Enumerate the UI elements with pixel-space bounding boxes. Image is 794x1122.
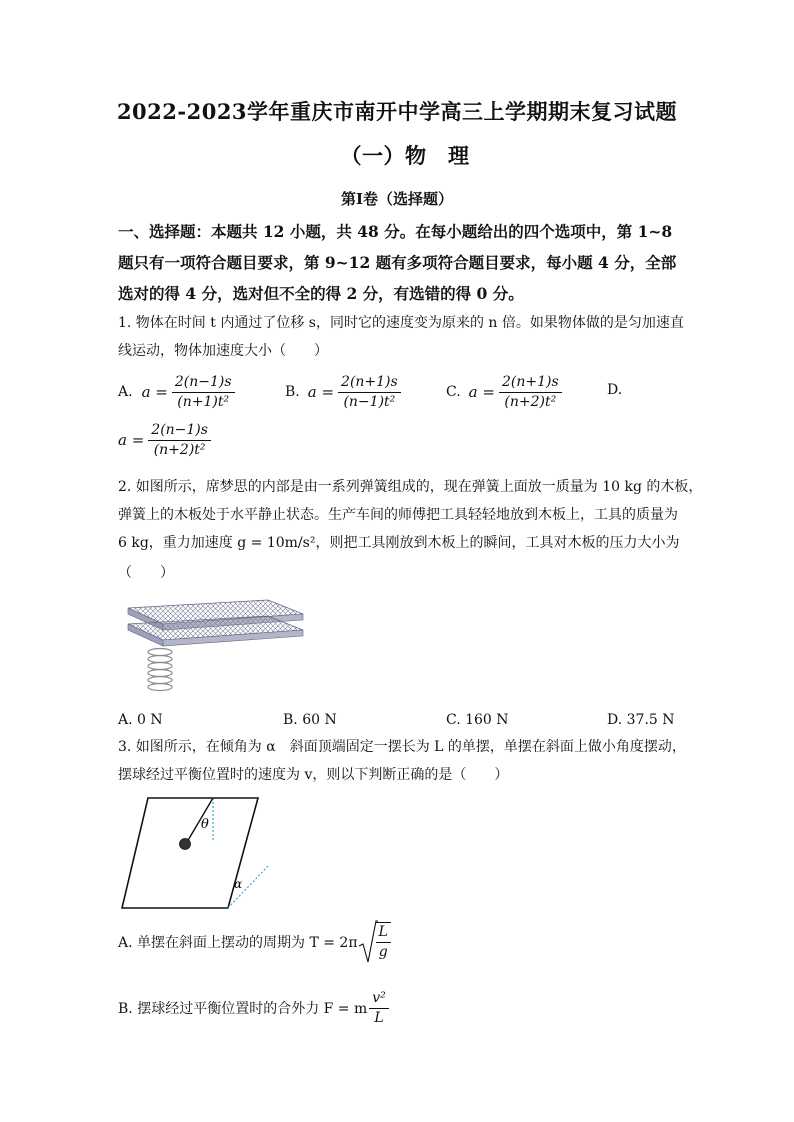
q1-option-d-denominator: (n+2)t² (153, 441, 206, 458)
q2-option-d[interactable]: D. 37.5 N (607, 712, 675, 728)
coil-spring (148, 649, 172, 691)
q3-option-a-text: A. 单摆在斜面上摆动的周期为 T = 2π (118, 935, 358, 951)
pendulum-string (187, 798, 213, 842)
q2-stem-line-2: 弹簧上的木板处于水平静止状态。生产车间的师傅把工具轻轻地放到木板上，工具的质量为 (118, 507, 678, 523)
instructions-line-1: 一、选择题：本题共 12 小题，共 48 分。在每小题给出的四个选项中，第 1~8 (118, 222, 673, 241)
q1-option-b-denominator: (n−1)t² (343, 393, 396, 410)
q1-option-a-denominator: (n+1)t² (177, 393, 230, 410)
q1-option-c-lhs: a = (468, 383, 495, 401)
q1-option-c[interactable] (446, 370, 562, 414)
q3-option-b-fraction (369, 989, 389, 1028)
q1-option-c-label: C. (446, 384, 461, 400)
q1-option-a-label: A. (118, 384, 133, 400)
q2-stem-line-3: 6 kg，重力加速度 g = 10m/s²，则把工具刚放到木板上的瞬间，工具对木板的压力大小为 (118, 535, 680, 551)
page-subtitle: （一）物 理 (340, 143, 470, 168)
q1-option-d[interactable] (118, 418, 211, 462)
alpha-label: α (234, 877, 243, 891)
q1-option-d-fraction (148, 421, 211, 460)
q1-option-c-denominator: (n+2)t² (504, 393, 557, 410)
q3-stem-line-1: 3. 如图所示，在倾角为 α 斜面顶端固定一摆长为 L 的单摆，单摆在斜面上做小角度摆动， (118, 739, 686, 755)
q3-option-b-numerator: v² (369, 989, 389, 1009)
incline-pendulum-figure (118, 796, 278, 914)
instructions-line-2: 题只有一项符合题目要求，第 9~12 题有多项符合题目要求，每小题 4 分，全部 (118, 253, 677, 272)
q1-option-b-numerator: 2(n+1)s (338, 373, 401, 393)
page-title: 2022-2023学年重庆市南开中学高三上学期期末复习试题 (116, 99, 678, 124)
q1-option-a-numerator: 2(n−1)s (172, 373, 235, 393)
q1-option-d-label[interactable]: D. (607, 382, 623, 398)
q2-option-c[interactable]: C. 160 N (446, 712, 509, 728)
q2-option-a[interactable]: A. 0 N (118, 712, 163, 728)
pendulum-bob (180, 839, 191, 850)
q3-stem-line-2: 摆球经过平衡位置时的速度为 v，则以下判断正确的是（ ） (118, 767, 509, 783)
q1-option-a-fraction (172, 373, 235, 412)
q1-stem-line-1: 1. 物体在时间 t 内通过了位移 s，同时它的速度变为原来的 n 倍。如果物体做的是匀加速直 (118, 315, 684, 331)
q2-option-b[interactable]: B. 60 N (283, 712, 337, 728)
sqrt-symbol-icon (358, 920, 378, 964)
instructions-line-3: 选对的得 4 分，选对但不全的得 2 分，有选错的得 0 分。 (118, 284, 524, 303)
q1-option-c-fraction (499, 373, 562, 412)
q2-stem-line-4: （ ） (118, 565, 174, 581)
q3-option-a-numerator: L (376, 923, 391, 943)
q3-option-b-denominator: L (374, 1009, 384, 1026)
q2-stem-line-1: 2. 如图所示，席梦思的内部是由一系列弹簧组成的，现在弹簧上面放一质量为 10 kg 的木板， (118, 479, 703, 495)
q1-stem-line-2: 线运动，物体加速度大小（ ） (118, 343, 328, 359)
theta-label: θ (201, 817, 209, 832)
q1-option-d-lhs: a = (118, 431, 145, 449)
q3-option-a-fraction (376, 922, 391, 962)
q1-option-d-numerator: 2(n−1)s (148, 421, 211, 441)
section-heading: 第Ⅰ卷（选择题） (340, 190, 454, 208)
q3-option-b[interactable] (118, 984, 389, 1032)
q1-option-a[interactable] (118, 370, 235, 414)
q1-option-b-fraction (338, 373, 401, 412)
q1-option-b[interactable] (285, 370, 401, 414)
q1-option-b-lhs: a = (307, 383, 335, 401)
q1-option-c-numerator: 2(n+1)s (499, 373, 562, 393)
incline-plane (122, 798, 258, 908)
q3-option-a-denominator: g (378, 944, 388, 960)
q1-option-b-label: B. (285, 384, 300, 400)
mattress-spring-figure (118, 596, 308, 701)
q1-option-a-lhs: a = (141, 383, 168, 401)
q3-option-b-text: B. 摆球经过平衡位置时的合外力 F = m (118, 1001, 368, 1017)
q3-option-a[interactable] (118, 918, 391, 966)
